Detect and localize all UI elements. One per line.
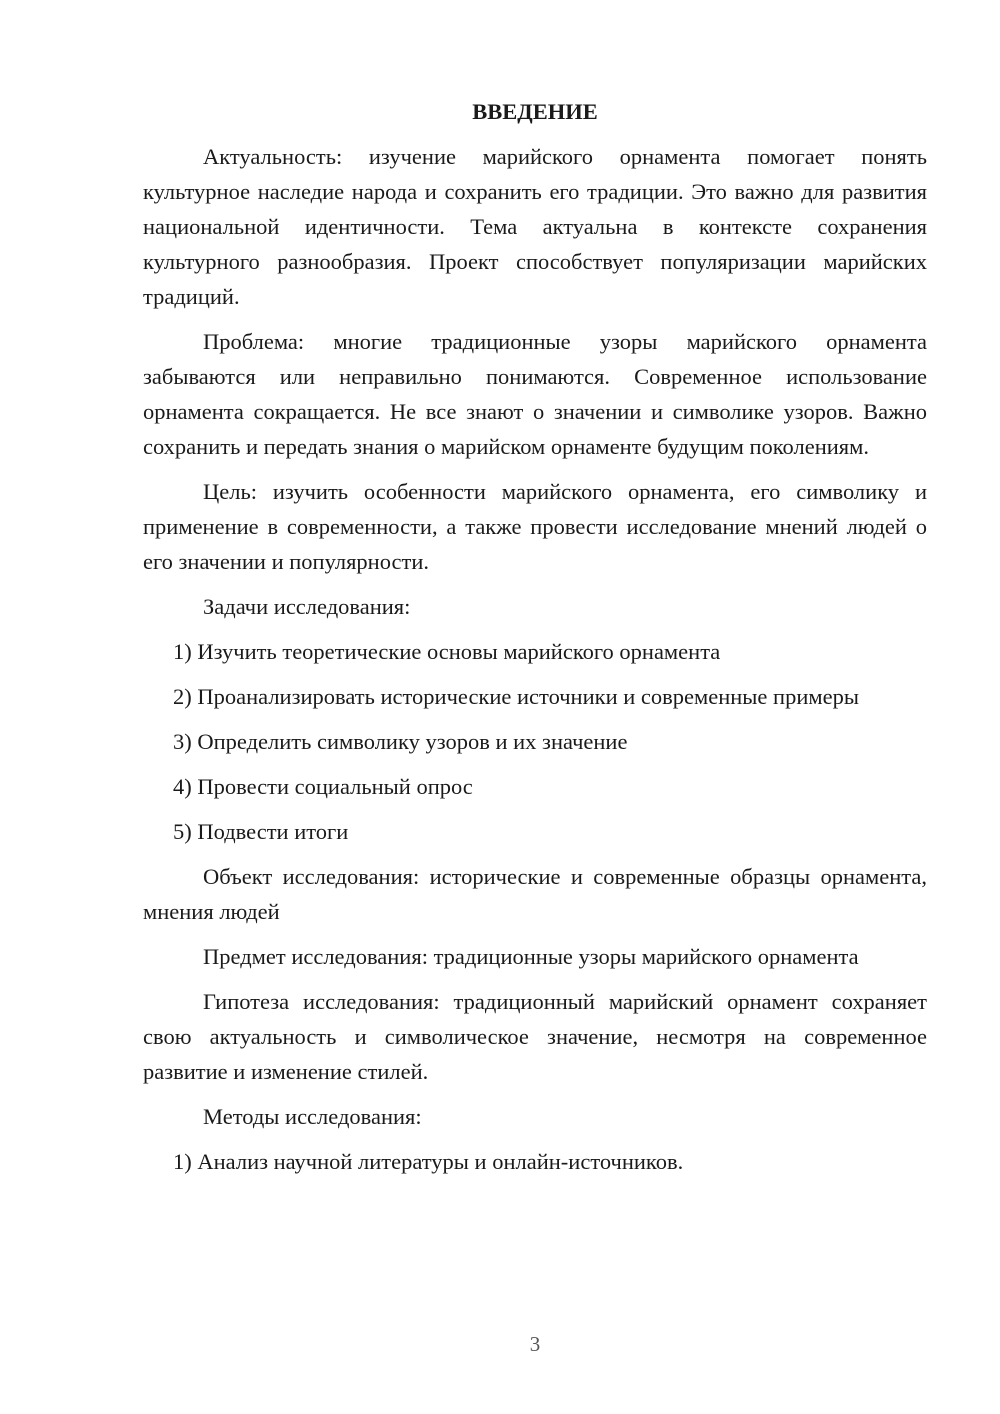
task-item-2: 2) Проанализировать исторические источники и современные примеры [173, 684, 859, 709]
tasks-heading: Задачи исследования: [203, 594, 411, 619]
subject-paragraph: Предмет исследования: традиционные узоры марийского орнамента [203, 944, 859, 969]
goal-paragraph: Цель: изучить особенности марийского орнамента, его символику и применение в современности, а также провести исследование мнений людей о его значении и популярности. [143, 479, 927, 574]
section-title: ВВЕДЕНИЕ [472, 99, 598, 124]
task-item-4: 4) Провести социальный опрос [173, 774, 473, 799]
task-item-5: 5) Подвести итоги [173, 819, 349, 844]
task-item-1: 1) Изучить теоретические основы марийского орнамента [173, 639, 721, 664]
relevance-paragraph: Актуальность: изучение марийского орнамента помогает понять культурное наследие народа и сохранить его традиции. Это важно для развития национальной идентичности. Тема актуальна в контексте сохранения культурного разнообразия. Проект способствует популяризации марийских традиций. [143, 144, 927, 309]
hypothesis-paragraph: Гипотеза исследования: традиционный марийский орнамент сохраняет свою актуальность и символическое значение, несмотря на современное развитие и изменение стилей. [143, 989, 927, 1084]
object-paragraph: Объект исследования: исторические и современные образцы орнамента, мнения людей [143, 864, 927, 924]
document-page [143, 94, 927, 1189]
problem-paragraph: Проблема: многие традиционные узоры марийского орнамента забываются или неправильно понимаются. Современное использование орнамента сокращается. Не все знают о значении и символике узоров. Важно сохранить и передать знания о марийском орнаменте будущим поколениям. [143, 329, 927, 459]
page-number: 3 [529, 1332, 541, 1356]
methods-heading: Методы исследования: [203, 1104, 422, 1129]
task-item-3: 3) Определить символику узоров и их значение [173, 729, 628, 754]
method-item-1: 1) Анализ научной литературы и онлайн-источников. [173, 1149, 684, 1174]
